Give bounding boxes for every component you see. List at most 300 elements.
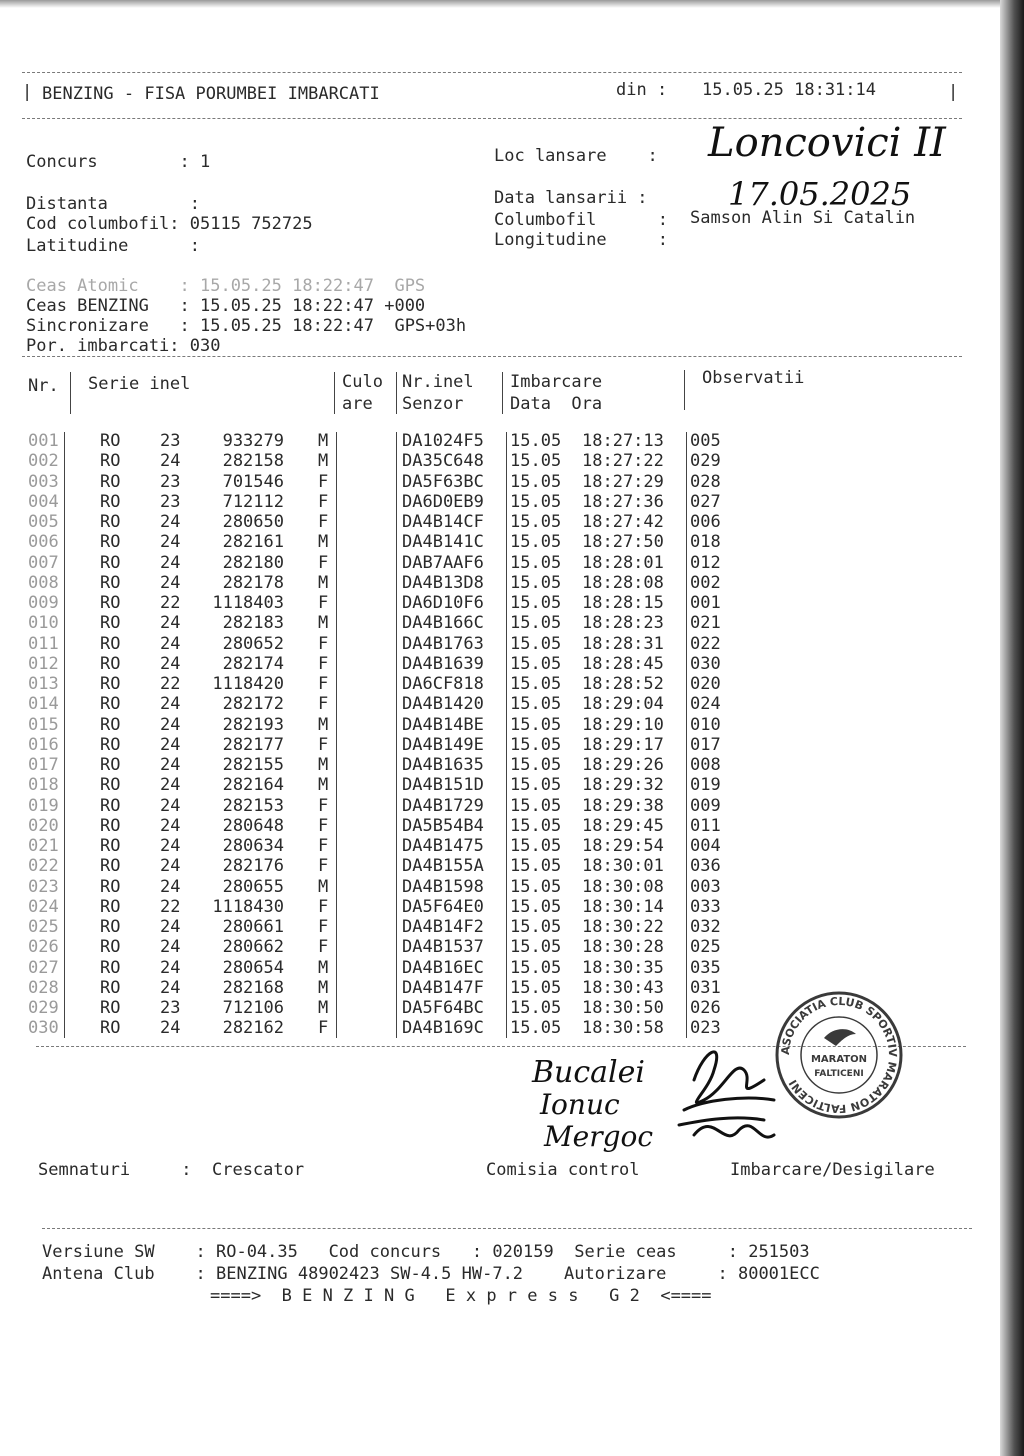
row-year: 24: [160, 613, 181, 634]
row-ring-number: 280655: [222, 876, 284, 897]
row-sex: M: [318, 876, 329, 897]
row-ring-number: 282168: [222, 977, 284, 998]
row-time: 18:30:22: [582, 917, 664, 937]
row-country: RO: [100, 512, 121, 532]
row-observatii: 028: [690, 471, 721, 492]
row-date: 15.05: [510, 937, 562, 958]
row-time: 18:27:50: [582, 532, 664, 553]
row-observatii: 026: [690, 998, 721, 1018]
row-country: RO: [100, 856, 121, 877]
row-number: 014: [28, 694, 59, 715]
row-date: 15.05: [510, 815, 562, 836]
row-country: RO: [100, 1018, 121, 1039]
row-ring-number: 701546: [222, 471, 284, 492]
row-date: 15.05: [510, 836, 562, 856]
row-sex: F: [318, 1018, 329, 1039]
row-ring-number: 282155: [222, 755, 284, 775]
row-date: 15.05: [510, 998, 562, 1018]
row-observatii: 032: [690, 917, 721, 937]
row-country: RO: [100, 451, 121, 472]
col-header-culo: Culo: [342, 372, 383, 392]
row-year: 24: [160, 653, 181, 674]
row-year: 24: [160, 451, 181, 472]
row-sex: F: [318, 917, 329, 937]
row-number: 026: [28, 937, 59, 958]
row-date: 15.05: [510, 512, 562, 532]
row-time: 18:29:26: [582, 755, 664, 775]
row-observatii: 029: [690, 451, 721, 472]
row-time: 18:28:31: [582, 633, 664, 654]
row-ring-number: 1118430: [212, 896, 284, 917]
row-number: 027: [28, 957, 59, 978]
row-number: 015: [28, 714, 59, 735]
header-divider-2: [334, 372, 335, 414]
row-date: 15.05: [510, 572, 562, 593]
row-ring-number: 282164: [222, 775, 284, 796]
row-year: 24: [160, 694, 181, 715]
scan-right-edge: [1000, 0, 1024, 1456]
row-ring-number: 1118420: [212, 674, 284, 694]
row-sensor: DA4B149E: [402, 734, 484, 755]
row-sensor: DA4B1639: [402, 653, 484, 674]
header-divider-1: [70, 372, 71, 414]
row-sex: F: [318, 552, 329, 573]
row-year: 24: [160, 714, 181, 735]
imbarcare-desigilare-label: Imbarcare/Desigilare: [730, 1160, 935, 1180]
row-number: 008: [28, 572, 59, 593]
data-lansarii-label: Data lansarii :: [494, 188, 648, 208]
row-ring-number: 282193: [222, 714, 284, 735]
header-right-bar: |: [948, 82, 959, 102]
row-sex: M: [318, 977, 329, 998]
row-date: 15.05: [510, 633, 562, 654]
row-sex: F: [318, 593, 329, 613]
row-date: 15.05: [510, 1018, 562, 1039]
row-year: 24: [160, 512, 181, 532]
semnaturi-label: Semnaturi : Crescator: [38, 1160, 305, 1180]
row-number: 017: [28, 755, 59, 775]
row-ring-number: 282176: [222, 856, 284, 877]
row-country: RO: [100, 613, 121, 634]
print-date-label: din :: [616, 80, 668, 100]
col-header-observatii: Observatii: [702, 368, 805, 388]
row-date: 15.05: [510, 674, 562, 694]
row-sensor: DA4B14BE: [402, 714, 484, 735]
row-time: 18:28:45: [582, 653, 664, 674]
row-country: RO: [100, 815, 121, 836]
row-ring-number: 282183: [222, 613, 284, 634]
row-year: 24: [160, 856, 181, 877]
row-ring-number: 1118403: [212, 593, 284, 613]
row-country: RO: [100, 977, 121, 998]
row-sex: M: [318, 572, 329, 593]
row-observatii: 036: [690, 856, 721, 877]
row-date: 15.05: [510, 431, 562, 451]
row-observatii: 023: [690, 1018, 721, 1039]
row-sex: F: [318, 937, 329, 958]
row-number: 011: [28, 633, 59, 654]
row-ring-number: 280634: [222, 836, 284, 856]
row-year: 23: [160, 471, 181, 492]
row-year: 24: [160, 957, 181, 978]
row-time: 18:28:23: [582, 613, 664, 634]
row-year: 24: [160, 755, 181, 775]
row-country: RO: [100, 876, 121, 897]
col-header-imbarcare: Imbarcare: [510, 372, 603, 392]
row-number: 024: [28, 896, 59, 917]
row-time: 18:29:45: [582, 815, 664, 836]
row-number: 012: [28, 653, 59, 674]
row-number: 020: [28, 815, 59, 836]
header-top-rule: [22, 72, 962, 73]
row-country: RO: [100, 572, 121, 593]
row-ring-number: 280652: [222, 633, 284, 654]
row-observatii: 008: [690, 755, 721, 775]
row-sensor: DAB7AAF6: [402, 552, 484, 573]
row-ring-number: 282178: [222, 572, 284, 593]
row-sensor: DA5B54B4: [402, 815, 484, 836]
row-observatii: 004: [690, 836, 721, 856]
row-time: 18:30:14: [582, 896, 664, 917]
row-ring-number: 280650: [222, 512, 284, 532]
row-observatii: 033: [690, 896, 721, 917]
loc-lansare-label: Loc lansare :: [494, 146, 658, 166]
row-date: 15.05: [510, 977, 562, 998]
row-sex: M: [318, 613, 329, 634]
row-number: 028: [28, 977, 59, 998]
row-sex: M: [318, 431, 329, 451]
row-ring-number: 282161: [222, 532, 284, 553]
latitudine-line: Latitudine :: [26, 236, 200, 256]
row-country: RO: [100, 937, 121, 958]
row-sensor: DA4B169C: [402, 1018, 484, 1039]
row-number: 016: [28, 734, 59, 755]
row-country: RO: [100, 694, 121, 715]
row-time: 18:30:58: [582, 1018, 664, 1039]
row-number: 021: [28, 836, 59, 856]
row-sensor: DA4B13D8: [402, 572, 484, 593]
row-year: 24: [160, 633, 181, 654]
row-year: 24: [160, 775, 181, 796]
row-year: 24: [160, 572, 181, 593]
row-observatii: 025: [690, 937, 721, 958]
row-sex: F: [318, 836, 329, 856]
row-sex: F: [318, 694, 329, 715]
row-time: 18:30:01: [582, 856, 664, 877]
row-sex: F: [318, 633, 329, 654]
row-sex: M: [318, 998, 329, 1018]
row-sensor: DA4B166C: [402, 613, 484, 634]
body-divider-imbarcare: [506, 432, 507, 1038]
row-sensor: DA4B155A: [402, 856, 484, 877]
row-ring-number: 712112: [222, 491, 284, 512]
row-sensor: DA4B1729: [402, 795, 484, 816]
row-sex: F: [318, 512, 329, 532]
row-time: 18:27:13: [582, 431, 664, 451]
ceas-benzing-line: Ceas BENZING : 15.05.25 18:22:47 +000: [26, 296, 426, 316]
header-divider-5: [684, 370, 685, 410]
footer-version-line: Versiune SW : RO-04.35 Cod concurs : 020159 Serie ceas : 251503: [42, 1242, 810, 1262]
row-ring-number: 712106: [222, 998, 284, 1018]
row-ring-number: 282158: [222, 451, 284, 472]
row-number: 006: [28, 532, 59, 553]
body-divider-senzor: [396, 432, 397, 1038]
row-observatii: 020: [690, 674, 721, 694]
row-ring-number: 282162: [222, 1018, 284, 1039]
row-country: RO: [100, 653, 121, 674]
signature-name-2: Ionuc: [540, 1088, 620, 1121]
row-observatii: 035: [690, 957, 721, 978]
row-number: 013: [28, 674, 59, 694]
row-date: 15.05: [510, 917, 562, 937]
row-sex: F: [318, 674, 329, 694]
row-date: 15.05: [510, 896, 562, 917]
porumbei-imbarcati-line: Por. imbarcati: 030: [26, 336, 221, 356]
row-time: 18:30:28: [582, 937, 664, 958]
data-lansarii-handwritten: 17.05.2025: [728, 175, 912, 213]
row-sex: M: [318, 957, 329, 978]
row-sensor: DA4B141C: [402, 532, 484, 553]
row-country: RO: [100, 714, 121, 735]
row-date: 15.05: [510, 734, 562, 755]
row-country: RO: [100, 431, 121, 451]
row-date: 15.05: [510, 532, 562, 553]
row-observatii: 010: [690, 714, 721, 735]
ceas-atomic-line: Ceas Atomic : 15.05.25 18:22:47 GPS: [26, 276, 426, 296]
col-header-nr: Nr.: [28, 376, 59, 396]
row-year: 22: [160, 896, 181, 917]
row-observatii: 022: [690, 633, 721, 654]
col-header-serie-inel: Serie inel: [88, 374, 191, 394]
row-country: RO: [100, 957, 121, 978]
row-date: 15.05: [510, 876, 562, 897]
row-number: 023: [28, 876, 59, 897]
row-sensor: DA4B16EC: [402, 957, 484, 978]
row-year: 24: [160, 815, 181, 836]
row-year: 24: [160, 977, 181, 998]
row-time: 18:29:54: [582, 836, 664, 856]
row-number: 019: [28, 795, 59, 816]
sincronizare-line: Sincronizare : 15.05.25 18:22:47 GPS+03h: [26, 316, 467, 336]
print-date-value: 15.05.25 18:31:14: [702, 80, 876, 100]
row-sex: F: [318, 734, 329, 755]
page-title: BENZING - FISA PORUMBEI IMBARCATI: [42, 84, 380, 104]
row-time: 18:29:04: [582, 694, 664, 715]
columbofil-label: Columbofil :: [494, 210, 668, 230]
row-ring-number: 280661: [222, 917, 284, 937]
footer-antena-line: Antena Club : BENZING 48902423 SW-4.5 HW-7.2 Autorizare : 80001ECC: [42, 1264, 820, 1284]
row-year: 24: [160, 876, 181, 897]
row-ring-number: 280648: [222, 815, 284, 836]
row-country: RO: [100, 593, 121, 613]
row-year: 24: [160, 734, 181, 755]
row-country: RO: [100, 491, 121, 512]
row-time: 18:28:15: [582, 593, 664, 613]
row-sensor: DA4B1537: [402, 937, 484, 958]
row-time: 18:30:08: [582, 876, 664, 897]
row-ring-number: 282177: [222, 734, 284, 755]
row-country: RO: [100, 998, 121, 1018]
row-date: 15.05: [510, 957, 562, 978]
header-bottom-rule: [22, 118, 962, 119]
row-sensor: DA5F64E0: [402, 896, 484, 917]
row-sensor: DA4B1635: [402, 755, 484, 775]
row-sensor: DA6CF818: [402, 674, 484, 694]
row-ring-number: 933279: [222, 431, 284, 451]
row-number: 018: [28, 775, 59, 796]
row-observatii: 031: [690, 977, 721, 998]
row-observatii: 001: [690, 593, 721, 613]
row-date: 15.05: [510, 856, 562, 877]
distanta-line: Distanta :: [26, 194, 200, 214]
row-number: 029: [28, 998, 59, 1018]
row-sensor: DA35C648: [402, 451, 484, 472]
row-time: 18:29:38: [582, 795, 664, 816]
row-observatii: 006: [690, 512, 721, 532]
row-time: 18:28:08: [582, 572, 664, 593]
row-country: RO: [100, 775, 121, 796]
row-date: 15.05: [510, 471, 562, 492]
row-date: 15.05: [510, 653, 562, 674]
row-year: 24: [160, 532, 181, 553]
row-date: 15.05: [510, 755, 562, 775]
header-divider-3: [396, 372, 397, 414]
footer-brand-line: ====> B E N Z I N G E x p r e s s G 2 <====: [210, 1286, 712, 1306]
row-observatii: 002: [690, 572, 721, 593]
row-observatii: 011: [690, 815, 721, 836]
stamp-center-text: MARATON: [810, 1054, 868, 1065]
club-stamp-icon: [772, 988, 906, 1122]
row-country: RO: [100, 532, 121, 553]
row-year: 24: [160, 795, 181, 816]
row-sensor: DA4B1598: [402, 876, 484, 897]
signature-scribble-icon: [664, 1040, 784, 1152]
row-time: 18:30:43: [582, 977, 664, 998]
row-date: 15.05: [510, 613, 562, 634]
row-sensor: DA4B14F2: [402, 917, 484, 937]
row-time: 18:27:36: [582, 491, 664, 512]
row-sex: F: [318, 653, 329, 674]
row-sensor: DA1024F5: [402, 431, 484, 451]
row-observatii: 024: [690, 694, 721, 715]
row-country: RO: [100, 674, 121, 694]
row-sensor: DA4B1475: [402, 836, 484, 856]
row-date: 15.05: [510, 775, 562, 796]
cod-columbofil-line: Cod columbofil: 05115 752725: [26, 214, 313, 234]
row-observatii: 027: [690, 491, 721, 512]
row-sensor: DA6D0EB9: [402, 491, 484, 512]
row-time: 18:29:32: [582, 775, 664, 796]
row-observatii: 009: [690, 795, 721, 816]
row-ring-number: 282153: [222, 795, 284, 816]
row-observatii: 012: [690, 552, 721, 573]
row-observatii: 005: [690, 431, 721, 451]
row-ring-number: 282174: [222, 653, 284, 674]
row-number: 025: [28, 917, 59, 937]
col-header-are: are: [342, 394, 373, 414]
row-sex: M: [318, 775, 329, 796]
row-ring-number: 280654: [222, 957, 284, 978]
columbofil-value: Samson Alin Si Catalin: [690, 208, 916, 228]
row-number: 007: [28, 552, 59, 573]
row-time: 18:30:35: [582, 957, 664, 978]
row-time: 18:29:17: [582, 734, 664, 755]
row-number: 002: [28, 451, 59, 472]
row-sex: F: [318, 471, 329, 492]
row-time: 18:27:42: [582, 512, 664, 532]
body-divider-culoare: [336, 432, 337, 1038]
table-top-rule: [22, 356, 962, 357]
row-year: 23: [160, 431, 181, 451]
row-year: 24: [160, 836, 181, 856]
row-country: RO: [100, 734, 121, 755]
concurs-line: Concurs : 1: [26, 152, 211, 172]
row-observatii: 003: [690, 876, 721, 897]
row-sex: M: [318, 451, 329, 472]
row-ring-number: 282180: [222, 552, 284, 573]
loc-lansare-handwritten: Loncovici II: [708, 120, 946, 166]
row-observatii: 017: [690, 734, 721, 755]
row-date: 15.05: [510, 714, 562, 735]
row-country: RO: [100, 917, 121, 937]
row-date: 15.05: [510, 491, 562, 512]
row-sensor: DA4B14CF: [402, 512, 484, 532]
row-country: RO: [100, 471, 121, 492]
row-sensor: DA4B1763: [402, 633, 484, 654]
row-date: 15.05: [510, 694, 562, 715]
row-year: 23: [160, 998, 181, 1018]
signature-name-1: Bucalei: [532, 1055, 645, 1090]
row-time: 18:28:01: [582, 552, 664, 573]
row-date: 15.05: [510, 593, 562, 613]
row-time: 18:27:22: [582, 451, 664, 472]
stamp-city-text: FALTICENI: [814, 1069, 864, 1079]
comisia-control-label: Comisia control: [486, 1160, 640, 1180]
row-date: 15.05: [510, 552, 562, 573]
row-year: 22: [160, 593, 181, 613]
row-sensor: DA6D10F6: [402, 593, 484, 613]
row-country: RO: [100, 836, 121, 856]
row-ring-number: 282172: [222, 694, 284, 715]
row-sex: M: [318, 532, 329, 553]
row-year: 24: [160, 552, 181, 573]
row-country: RO: [100, 552, 121, 573]
row-sensor: DA4B147F: [402, 977, 484, 998]
row-year: 23: [160, 491, 181, 512]
row-observatii: 021: [690, 613, 721, 634]
row-sex: F: [318, 815, 329, 836]
row-year: 22: [160, 674, 181, 694]
row-time: 18:27:29: [582, 471, 664, 492]
longitudine-label: Longitudine :: [494, 230, 668, 250]
row-country: RO: [100, 755, 121, 775]
row-number: 003: [28, 471, 59, 492]
row-sex: F: [318, 896, 329, 917]
row-sensor: DA4B1420: [402, 694, 484, 715]
row-sensor: DA5F64BC: [402, 998, 484, 1018]
col-header-senzor: Senzor: [402, 394, 464, 414]
row-sensor: DA4B151D: [402, 775, 484, 796]
row-date: 15.05: [510, 795, 562, 816]
row-sex: M: [318, 755, 329, 775]
row-time: 18:28:52: [582, 674, 664, 694]
stamp-ring-text: ASOCIATIA CLUB SPORTIV MARATON FALTICENI: [778, 994, 900, 1116]
row-number: 022: [28, 856, 59, 877]
signature-name-3: Mergoc: [544, 1120, 654, 1153]
row-year: 24: [160, 917, 181, 937]
row-country: RO: [100, 896, 121, 917]
row-time: 18:30:50: [582, 998, 664, 1018]
